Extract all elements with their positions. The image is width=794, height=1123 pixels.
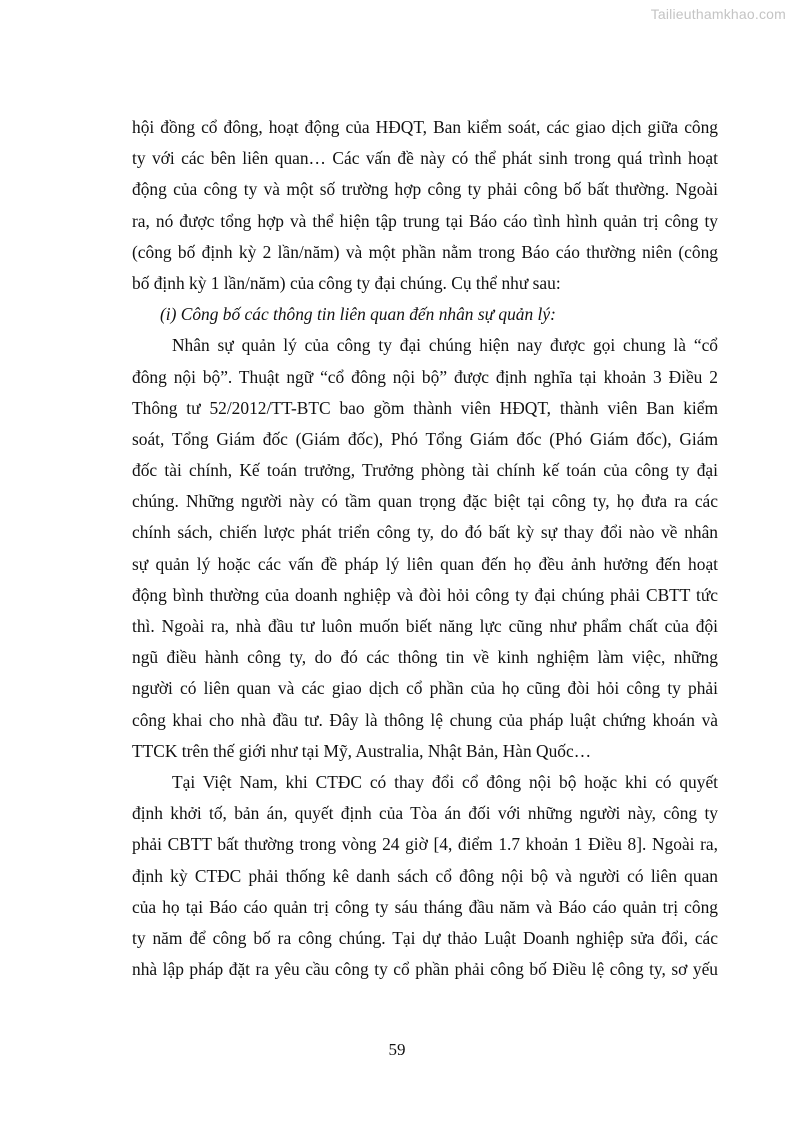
body-line: của họ tại Báo cáo quản trị công ty sáu tháng đầu năm và Báo cáo quản trị công [132, 896, 718, 917]
body-line: Tại Việt Nam, khi CTĐC có thay đổi cổ đông nội bộ hoặc khi có quyết [172, 771, 718, 792]
body-line: soát, Tổng Giám đốc (Giám đốc), Phó Tổng Giám đốc (Phó Giám đốc), Giám [132, 428, 718, 449]
body-line: sự quản lý hoặc các vấn đề pháp lý liên quan đến họ đều ảnh hưởng đến hoạt [132, 553, 718, 574]
body-line: công khai cho nhà đầu tư. Đây là thông lệ chung của pháp luật chứng khoán và [132, 709, 718, 730]
body-line: (công bố định kỳ 2 lần/năm) và một phần nằm trong Báo cáo thường niên (công [132, 241, 718, 262]
body-line: định khởi tố, bản án, quyết định của Tòa án đối với những người này, công ty [132, 803, 718, 824]
body-line: ty năm để công bố ra công chúng. Tại dự thảo Luật Doanh nghiệp sửa đổi, các [132, 927, 718, 948]
page-number: 59 [388, 1040, 406, 1059]
body-line: TTCK trên thế giới như tại Mỹ, Australia, Nhật Bản, Hàn Quốc… [132, 740, 592, 761]
watermark-text: Tailieuthamkhao.com [650, 6, 786, 22]
section-heading: (i) Công bố các thông tin liên quan đến nhân sự quản lý: [160, 304, 556, 325]
body-line: người có liên quan và các giao dịch cổ phần của họ cũng đòi hỏi công ty phải [132, 678, 718, 699]
body-line: phải CBTT bất thường trong vòng 24 giờ [4, điểm 1.7 khoản 1 Điều 8]. Ngoài ra, [132, 834, 718, 855]
body-line: ngũ điều hành công ty, do đó các thông tin về kinh nghiệm làm việc, những [132, 647, 718, 668]
body-line: Thông tư 52/2012/TT-BTC bao gồm thành viên HĐQT, thành viên Ban kiểm [132, 397, 718, 418]
body-line: đốc tài chính, Kế toán trưởng, Trưởng phòng tài chính kế toán của công ty đại [132, 460, 718, 481]
body-line: ra, nó được tổng hợp và thể hiện tập trung tại Báo cáo tình hình quản trị công ty [132, 210, 718, 231]
body-line: bố định kỳ 1 lần/năm) của công ty đại chúng. Cụ thể như sau: [132, 272, 561, 293]
body-line: Nhân sự quản lý của công ty đại chúng hiện nay được gọi chung là “cổ [172, 335, 718, 356]
body-line: thì. Ngoài ra, nhà đầu tư luôn muốn biết năng lực cũng như phẩm chất của đội [132, 616, 718, 636]
body-line: ty với các bên liên quan… Các vấn đề này có thể phát sinh trong quá trình hoạt [132, 148, 718, 169]
body-line: hội đồng cổ đông, hoạt động của HĐQT, Ban kiểm soát, các giao dịch giữa công [132, 117, 718, 137]
body-line: chúng. Những người này có tầm quan trọng đặc biệt tại công ty, họ đưa ra các [132, 491, 718, 512]
body-line: nhà lập pháp đặt ra yêu cầu công ty cổ phần phải công bố Điều lệ công ty, sơ yếu [132, 959, 718, 980]
body-line: động của công ty và một số trường hợp công ty phải công bố bất thường. Ngoài [132, 179, 718, 200]
body-line: đông nội bộ”. Thuật ngữ “cổ đông nội bộ” được định nghĩa tại khoản 3 Điều 2 [132, 366, 718, 387]
body-line: chính sách, chiến lược phát triển công ty, do đó bất kỳ sự thay đổi nào về nhân [132, 522, 718, 543]
body-line: định kỳ CTĐC phải thống kê danh sách cổ đông nội bộ và người có liên quan [132, 865, 718, 886]
body-line: động bình thường của doanh nghiệp và đòi hỏi công ty đại chúng phải CBTT tức [132, 584, 718, 605]
document-body [132, 112, 718, 985]
